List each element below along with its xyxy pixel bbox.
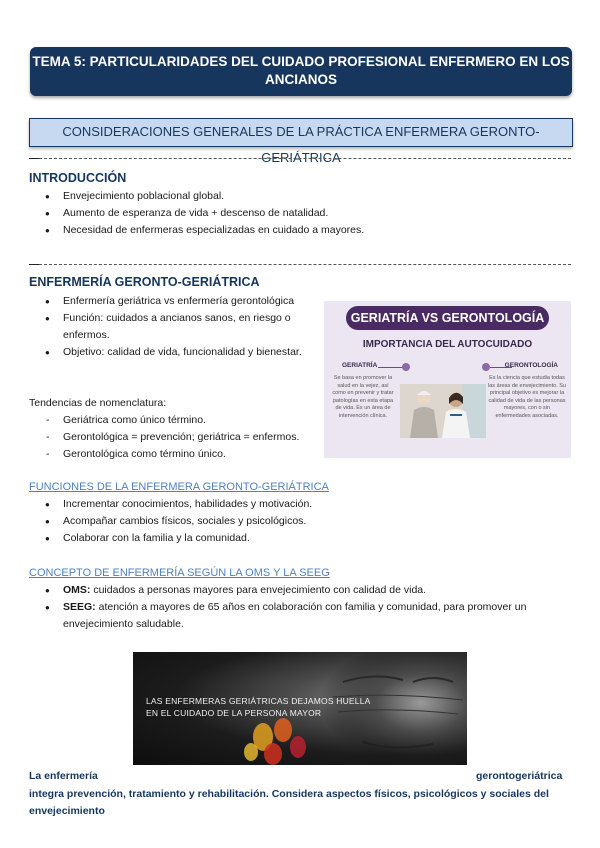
trends-list: [45, 412, 299, 463]
list-item: ● Objetivo: calidad de vida, funcionalidad y bienestar.: [45, 344, 320, 361]
banner-line: LAS ENFERMERAS GERIÁTRICAS DEJAMOS HUELLA: [146, 696, 371, 706]
concepto-list: [45, 582, 565, 633]
geronto-list: [45, 293, 320, 361]
list-item: ● Colaborar con la familia y la comunidad.: [45, 530, 312, 547]
section-subtitle: CONSIDERACIONES GENERALES DE LA PRÁCTICA ENFERMERA GERONTO-GERIÁTRICA: [29, 118, 573, 147]
list-item: - Geriátrica como único término.: [45, 412, 299, 429]
geriatria-text: Se basa en promover la salud en la vejez, así como en prevenir y tratar patologías en esta etapa de vida. Es un área de intervención clínica.: [332, 375, 394, 419]
banner-caption: [146, 695, 371, 719]
list-item: ● Necesidad de enfermeras especializadas en cuidado a mayores.: [45, 222, 364, 239]
funciones-list: [45, 496, 312, 547]
footer-text-line3: envejecimiento: [29, 805, 105, 817]
funciones-heading: FUNCIONES DE LA ENFERMERA GERONTO-GERIÁTRICA: [29, 481, 329, 493]
concepto-heading: CONCEPTO DE ENFERMERÍA SEGÚN LA OMS Y LA SEEG: [29, 567, 330, 579]
banner-line: EN EL CUIDADO DE LA PERSONA MAYOR: [146, 708, 322, 718]
list-item: ● Función: cuidados a ancianos sanos, en riesgo o enfermos.: [45, 310, 320, 344]
footer-text-right: gerontogeriátrica: [476, 770, 563, 782]
oms-key: OMS:: [63, 584, 91, 596]
list-item: [45, 599, 565, 633]
list-item: ● Envejecimiento poblacional global.: [45, 188, 364, 205]
list-item: ● Acompañar cambios físicos, sociales y psicológicos.: [45, 513, 312, 530]
section-divider: [29, 264, 571, 265]
gerontologia-text: Es la ciencia que estudia todas las áreas de envejecimiento. Su principal objetivo es mejorar la calidad de vida de las personas mayores, con o sin enfermedades asociadas.: [488, 375, 566, 419]
geriatria-vs-gerontologia-infographic: [324, 301, 571, 458]
connector-dot: [482, 363, 490, 371]
list-item: ● Aumento de esperanza de vida + descenso de natalidad.: [45, 205, 364, 222]
footer-text-left: La enfermería: [29, 770, 98, 782]
caregiver-photo: [400, 384, 486, 438]
connector-dot: [402, 363, 410, 371]
infographic-subtitle: IMPORTANCIA DEL AUTOCUIDADO: [362, 339, 533, 350]
section-divider: [29, 158, 571, 159]
trends-label: Tendencias de nomenclatura:: [29, 397, 167, 409]
footer-text-line2: integra prevención, tratamiento y rehabilitación. Considera aspectos físicos, psicológicos y sociales del: [29, 788, 549, 800]
infographic-title: GERIATRÍA VS GERONTOLOGÍA: [346, 306, 549, 330]
connector-line: [378, 367, 404, 368]
list-item: ● Enfermería geriátrica vs enfermería gerontológica: [45, 293, 320, 310]
intro-heading: INTRODUCCIÓN: [29, 171, 127, 185]
seeg-text: atención a mayores de 65 años en colaboración con familia y comunidad, para promover un envejecimiento saludable.: [63, 601, 527, 630]
seeg-key: SEEG:: [63, 601, 96, 613]
nursing-banner-image: [133, 652, 467, 765]
oms-text: cuidados a personas mayores para envejecimiento con calidad de vida.: [90, 584, 427, 596]
list-item: - Gerontológica = prevención; geriátrica = enfermos.: [45, 429, 299, 446]
page-title: TEMA 5: PARTICULARIDADES DEL CUIDADO PROFESIONAL ENFERMERO EN LOS ANCIANOS: [30, 47, 572, 96]
geronto-heading: ENFERMERÍA GERONTO-GERIÁTRICA: [29, 275, 260, 289]
geriatria-label: GERIATRÍA: [342, 362, 378, 369]
list-item: ● Incrementar conocimientos, habilidades y motivación.: [45, 496, 312, 513]
gerontologia-label: GERONTOLOGÍA: [504, 362, 558, 369]
list-item: [45, 582, 565, 599]
intro-list: [45, 188, 364, 239]
list-item: - Gerontológica como término único.: [45, 446, 299, 463]
